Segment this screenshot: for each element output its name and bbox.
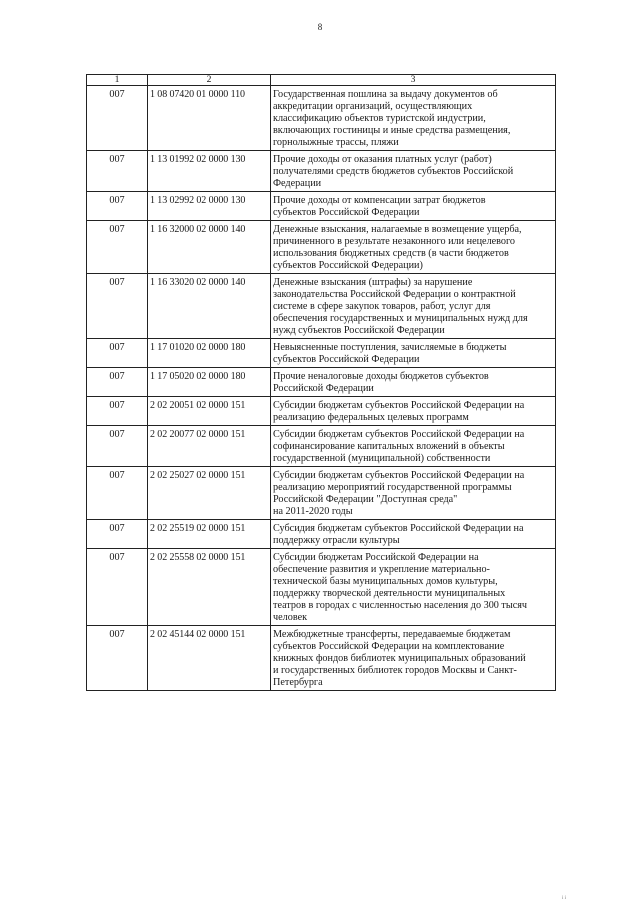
table-row — [87, 151, 556, 192]
revenue-name-cell: Субсидии бюджетам Российской Федерации на обеспечение развития и укрепление материально- технической базы муниципальных домов культуры, поддержку творческой деятельности муниципальных театров в городах с численностью населения до 300 тысяч человек — [271, 549, 556, 626]
revenue-name-cell: Субсидии бюджетам субъектов Российской Федерации на реализацию федеральных целевых программ — [271, 397, 556, 426]
revenue-name-cell: Прочие неналоговые доходы бюджетов субъектов Российской Федерации — [271, 368, 556, 397]
admin-code-cell: 007 — [87, 368, 148, 397]
admin-code-cell: 007 — [87, 86, 148, 151]
page-number: 8 — [317, 22, 323, 32]
revenue-name-cell: Прочие доходы от компенсации затрат бюджетов субъектов Российской Федерации — [271, 192, 556, 221]
admin-code-cell: 007 — [87, 626, 148, 691]
revenue-name-cell: Государственная пошлина за выдачу документов об аккредитации организаций, осуществляющих классификацию объектов туристской индустрии, включающих гостиницы и иные средства размещения, горнолыжные трассы, пляжи — [271, 86, 556, 151]
table-row — [87, 626, 556, 691]
revenue-code-cell: 1 17 01020 02 0000 180 — [148, 339, 271, 368]
revenue-name-cell: Межбюджетные трансферты, передаваемые бюджетам субъектов Российской Федерации на комплектование книжных фондов библиотек муниципальных образований и государственных библиотек городов Москвы и Санкт- Петербурга — [271, 626, 556, 691]
table-row — [87, 274, 556, 339]
admin-code-cell: 007 — [87, 192, 148, 221]
header-col-1: 1 — [87, 75, 148, 86]
table-row — [87, 397, 556, 426]
admin-code-cell: 007 — [87, 339, 148, 368]
revenue-code-cell: 1 16 32000 02 0000 140 — [148, 221, 271, 274]
admin-code-cell: 007 — [87, 151, 148, 192]
scan-corner-mark: i i — [562, 896, 567, 901]
table-row — [87, 221, 556, 274]
revenue-codes-table — [86, 74, 556, 691]
table-row — [87, 86, 556, 151]
table-row — [87, 339, 556, 368]
admin-code-cell: 007 — [87, 549, 148, 626]
revenue-name-cell: Субсидия бюджетам субъектов Российской Федерации на поддержку отрасли культуры — [271, 520, 556, 549]
revenue-name-cell: Денежные взыскания, налагаемые в возмещение ущерба, причиненного в результате незаконного или нецелевого использования бюджетных средств (в части бюджетов субъектов Российской Федерации) — [271, 221, 556, 274]
admin-code-cell: 007 — [87, 426, 148, 467]
revenue-name-cell: Невыясненные поступления, зачисляемые в бюджеты субъектов Российской Федерации — [271, 339, 556, 368]
revenue-code-cell: 1 17 05020 02 0000 180 — [148, 368, 271, 397]
table-row — [87, 426, 556, 467]
revenue-code-cell: 1 16 33020 02 0000 140 — [148, 274, 271, 339]
revenue-name-cell: Субсидии бюджетам субъектов Российской Федерации на реализацию мероприятий государственной программы Российской Федерации "Доступная среда" на 2011-2020 годы — [271, 467, 556, 520]
admin-code-cell: 007 — [87, 397, 148, 426]
table-row — [87, 192, 556, 221]
table-header-row — [87, 75, 556, 86]
admin-code-cell: 007 — [87, 274, 148, 339]
table-row — [87, 549, 556, 626]
revenue-code-cell: 1 13 02992 02 0000 130 — [148, 192, 271, 221]
header-col-2: 2 — [148, 75, 271, 86]
revenue-code-cell: 2 02 25519 02 0000 151 — [148, 520, 271, 549]
table-row — [87, 520, 556, 549]
admin-code-cell: 007 — [87, 520, 148, 549]
revenue-name-cell: Денежные взыскания (штрафы) за нарушение законодательства Российской Федерации о контрактной системе в сфере закупок товаров, работ, услуг для обеспечения государственных и муниципальных нужд для нужд субъектов Российской Федерации — [271, 274, 556, 339]
revenue-code-cell: 2 02 25027 02 0000 151 — [148, 467, 271, 520]
header-col-3: 3 — [271, 75, 556, 86]
revenue-code-cell: 2 02 45144 02 0000 151 — [148, 626, 271, 691]
revenue-code-cell: 2 02 20077 02 0000 151 — [148, 426, 271, 467]
revenue-name-cell: Прочие доходы от оказания платных услуг (работ) получателями средств бюджетов субъектов Российской Федерации — [271, 151, 556, 192]
admin-code-cell: 007 — [87, 221, 148, 274]
revenue-code-cell: 1 08 07420 01 0000 110 — [148, 86, 271, 151]
revenue-code-cell: 2 02 25558 02 0000 151 — [148, 549, 271, 626]
revenue-code-cell: 2 02 20051 02 0000 151 — [148, 397, 271, 426]
revenue-name-cell: Субсидии бюджетам субъектов Российской Федерации на софинансирование капитальных вложений в объекты государственной (муниципальной) собственности — [271, 426, 556, 467]
admin-code-cell: 007 — [87, 467, 148, 520]
table-row — [87, 467, 556, 520]
table-row — [87, 368, 556, 397]
revenue-code-cell: 1 13 01992 02 0000 130 — [148, 151, 271, 192]
